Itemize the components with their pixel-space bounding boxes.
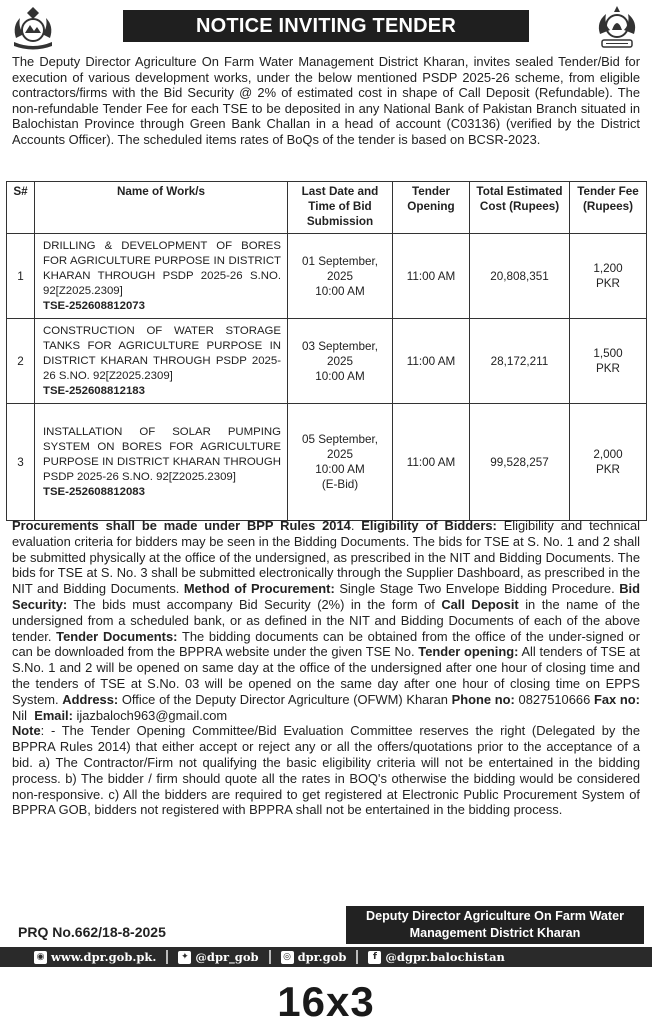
header-work: Name of Work/s <box>35 182 288 234</box>
cell-cost: 28,172,211 <box>470 319 570 404</box>
email-label: Email: <box>34 707 73 723</box>
social-media-bar <box>0 947 652 967</box>
cell-fee <box>570 404 647 521</box>
agriculture-department-logo-icon <box>592 4 642 50</box>
intro-paragraph: The Deputy Director Agriculture On Farm Water Management District Kharan, invites sealed Tender/Bid for execution of various development works, under the below mentioned PSDP 2025-26 scheme, from eligible contractors/firms with the Bid Security @ 2% of estimated cost in shape of Call Deposit (Refundable). The non-refundable Tender Fee for each TSE to be deposited in any National Bank of Pakistan Branch situated in Balochistan Province through Green Bank Challan in a head of account (C03136) (verified by the District Accounts Officer). The scheduled items rates of BoQs of the tender is based on BCSR-2023. <box>12 54 640 147</box>
address-label: Address: <box>62 691 119 707</box>
work-description: DRILLING & DEVELOPMENT OF BORES FOR AGRICULTURE PURPOSE IN DISTRICT KHARAN THROUGH PSDP 2025-26 S.NO. 92[Z2025.2309] <box>43 239 281 297</box>
header-fee: Tender Fee (Rupees) <box>570 182 647 234</box>
submission-mode: (E-Bid) <box>321 478 359 491</box>
fee-amount: 1,500 <box>593 347 623 360</box>
prq-number: PRQ No.662/18-8-2025 <box>18 924 166 940</box>
submission-time: 10:00 AM <box>315 284 365 298</box>
fee-amount: 1,200 <box>593 262 623 275</box>
eligibility-text: Eligibility and technical evaluation criteria for bidders may be seen in the Bidding Documents. The bids for TSE at S. No. 1 and 2 shall be submitted physically at the office of the undersigned, as prescribed in the NIT and Bidding Documents. The bids for TSE at S. No. 3 shall be submitted electronically through the Supplier Dashboard, as prescribed in the NIT and Bidding Documents. <box>12 518 640 597</box>
table-row <box>7 234 647 319</box>
globe-icon: ◉ <box>34 951 47 964</box>
header-cost: Total Estimated Cost (Rupees) <box>470 182 570 234</box>
fee-amount: 2,000 <box>593 448 623 461</box>
facebook-handle: @dgpr.balochistan <box>385 950 505 964</box>
cell-opening: 11:00 AM <box>393 319 470 404</box>
phone-number: 0827510666 <box>518 691 591 707</box>
tender-opening-label: Tender opening: <box>418 644 519 660</box>
cell-cost: 99,528,257 <box>470 404 570 521</box>
twitter-icon: ✦ <box>178 951 191 964</box>
cell-last-date <box>288 234 393 319</box>
cell-opening: 11:00 AM <box>393 234 470 319</box>
facebook-icon: f <box>368 951 381 964</box>
tender-documents-text: The bidding documents can be obtained from the office of the under-signed or can be downloaded from the BPPRA website under the given TSE No. <box>12 628 640 660</box>
submission-date: 03 September, 2025 <box>301 339 379 368</box>
header-opening: Tender Opening <box>393 182 470 234</box>
fee-unit: PKR <box>595 362 621 375</box>
cell-work <box>35 319 288 404</box>
website-text: www.dpr.gob.pk. <box>51 950 157 964</box>
notice-header <box>0 0 652 52</box>
cell-fee <box>570 319 647 404</box>
bid-security-label: Bid Security: <box>12 581 640 612</box>
table-row <box>7 404 647 521</box>
signature-block <box>346 906 644 944</box>
cell-opening: 11:00 AM <box>393 404 470 521</box>
separator <box>166 950 168 964</box>
twitter-link <box>178 950 258 964</box>
instagram-icon: ◎ <box>281 951 294 964</box>
tender-documents-label: Tender Documents: <box>56 628 178 644</box>
cell-sno: 2 <box>7 319 35 404</box>
facebook-link <box>368 950 505 964</box>
submission-time: 10:00 AM <box>315 463 365 476</box>
terms-and-conditions: Procurements shall be made under BPP Rules 2014. Eligibility of Bidders: Eligibility and technical evaluation criteria for bidders may be seen in the Bidding Documents. The bids for TSE at S. No. 1 and 2 shall be submitted physically at the office of the undersigned, as prescribed in the NIT and Bidding Documents. The bids for TSE at S. No. 3 shall be submitted electronically through the Supplier Dashboard, as prescribed in the NIT and Bidding Documents. Method of Procurement: Single Stage Two Envelope Bidding Procedure. Bid Security: The bids must accompany Bid Security (2%) in the form of Call Deposit in the name of the undersigned from a scheduled bank, or as defined in the NIT and Bidding Documents of each of the above tender. Tender Documents: The bidding documents can be obtained from the office of the under-signed or can be downloaded from the BPPRA website under the given TSE No. Tender opening: All tenders of TSE at S.No. 1 and 2 will be opened on same day at the office of the undersigned after one hour of closing time and the tenders of TSE at S.No. 03 will be opened on the same day after one hour of closing time on EPPS System. Address: Office of the Deputy Director Agriculture (OFWM) Kharan Phone no: 0827510666 Fax no: Nil Email: ijazbaloch963@gmail.com Note: - The Tender Opening Committee/Bid Evaluation Committee reserves the right (Delegated by the BPPRA Rules 2014) that either accept or reject any or all the offers/quotations prior to the acceptance of a bid. a) The Contractor/Firm not qualifying the basic eligibility criteria will not be entertained in the bidding process. b) The bidder / firm should quote all the rates in BOQ's otherwise the bidding would be considered non-responsive. c) All the bidders are required to get registered at Electronic Public Procurement System of BPPRA GOB, bidders not registered with BPPRA shall not be entertained in the bidding process. <box>12 518 640 818</box>
cell-sno: 3 <box>7 404 35 521</box>
note-text: : - The Tender Opening Committee/Bid Evaluation Committee reserves the right (Delegated by the BPPRA Rules 2014) that either accept or reject any or all the offers/quotations prior to the acceptance of a bid. a) The Contractor/Firm not qualifying the basic eligibility criteria will not be entertained in the bidding process. b) The bidder / firm should quote all the rates in BOQ's otherwise the bidding would be considered non-responsive. c) All the bidders are required to get registered at Electronic Public Procurement System of BPPRA GOB, bidders not registered with BPPRA shall not be entertained in the bidding process. <box>12 723 640 818</box>
address-text: Office of the Deputy Director Agriculture (OFWM) Kharan <box>121 691 448 707</box>
bid-security-text: The bids must accompany Bid Security (2%) in the form of <box>73 596 435 612</box>
procurement-rules-label: Procurements shall be made under BPP Rules 2014 <box>12 518 351 533</box>
call-deposit-label: Call Deposit <box>441 596 519 612</box>
notice-title: NOTICE INVITING TENDER <box>123 10 529 42</box>
cell-cost: 20,808,351 <box>470 234 570 319</box>
signature-line-1: Deputy Director Agriculture On Farm Water <box>366 909 624 923</box>
submission-time: 10:00 AM <box>315 369 365 383</box>
header-sno: S# <box>7 182 35 234</box>
table-header-row <box>7 182 647 234</box>
cell-last-date <box>288 319 393 404</box>
tender-table <box>6 181 647 521</box>
work-description: INSTALLATION OF SOLAR PUMPING SYSTEM ON BORES FOR AGRICULTURE PURPOSE IN DISTRICT KHARAN THROUGH PSDP 2025-26 S.NO. 92[Z2025.2309] <box>43 425 281 483</box>
separator <box>269 950 271 964</box>
tse-number: TSE-252608812083 <box>43 485 145 498</box>
header-last-date: Last Date and Time of Bid Submission <box>288 182 393 234</box>
method-text: Single Stage Two Envelope Bidding Procedure. <box>339 581 615 597</box>
work-description: CONSTRUCTION OF WATER STORAGE TANKS FOR AGRICULTURE PURPOSE IN DISTRICT KHARAN THROUGH PSDP 2025-26 S.NO. 92[Z2025.2309] <box>43 324 281 382</box>
website-link <box>34 950 156 964</box>
submission-date: 05 September, 2025 <box>301 433 379 461</box>
cell-last-date <box>288 404 393 521</box>
method-label: Method of Procurement: <box>183 581 335 597</box>
ad-size-label: 16x3 <box>277 978 375 1024</box>
table-row <box>7 319 647 404</box>
government-emblem-left-icon <box>8 4 58 50</box>
note-label: Note <box>12 723 41 739</box>
cell-work <box>35 404 288 521</box>
phone-label: Phone no: <box>451 691 515 707</box>
fax-number: Nil <box>12 707 28 723</box>
submission-date: 01 September, 2025 <box>301 254 379 283</box>
cell-fee <box>570 234 647 319</box>
tender-opening-text: All tenders of TSE at S.No. 1 and 2 will be opened on same day at the office of the undersigned after one hour of closing time and the tenders of TSE at S.No. 03 will be opened on the same day after one hour of closing time on EPPS System. <box>12 644 640 707</box>
signature-line-2: Management District Kharan <box>409 926 581 940</box>
eligibility-label: Eligibility of Bidders: <box>361 518 497 533</box>
twitter-handle: @dpr_gob <box>195 950 259 964</box>
fee-unit: PKR <box>595 463 621 476</box>
instagram-link <box>281 950 347 964</box>
cell-work <box>35 234 288 319</box>
instagram-handle: dpr.gob <box>297 950 347 964</box>
fee-unit: PKR <box>595 277 621 290</box>
fax-label: Fax no: <box>593 691 640 707</box>
bid-security-text-continued: in the name of the undersigned from a scheduled bank, or as defined in the NIT and Bidding Documents of each of the above tender. <box>12 596 640 644</box>
cell-sno: 1 <box>7 234 35 319</box>
email-address: ijazbaloch963@gmail.com <box>76 707 228 723</box>
separator <box>356 950 358 964</box>
tse-number: TSE-252608812183 <box>43 384 145 397</box>
tse-number: TSE-252608812073 <box>43 299 145 312</box>
